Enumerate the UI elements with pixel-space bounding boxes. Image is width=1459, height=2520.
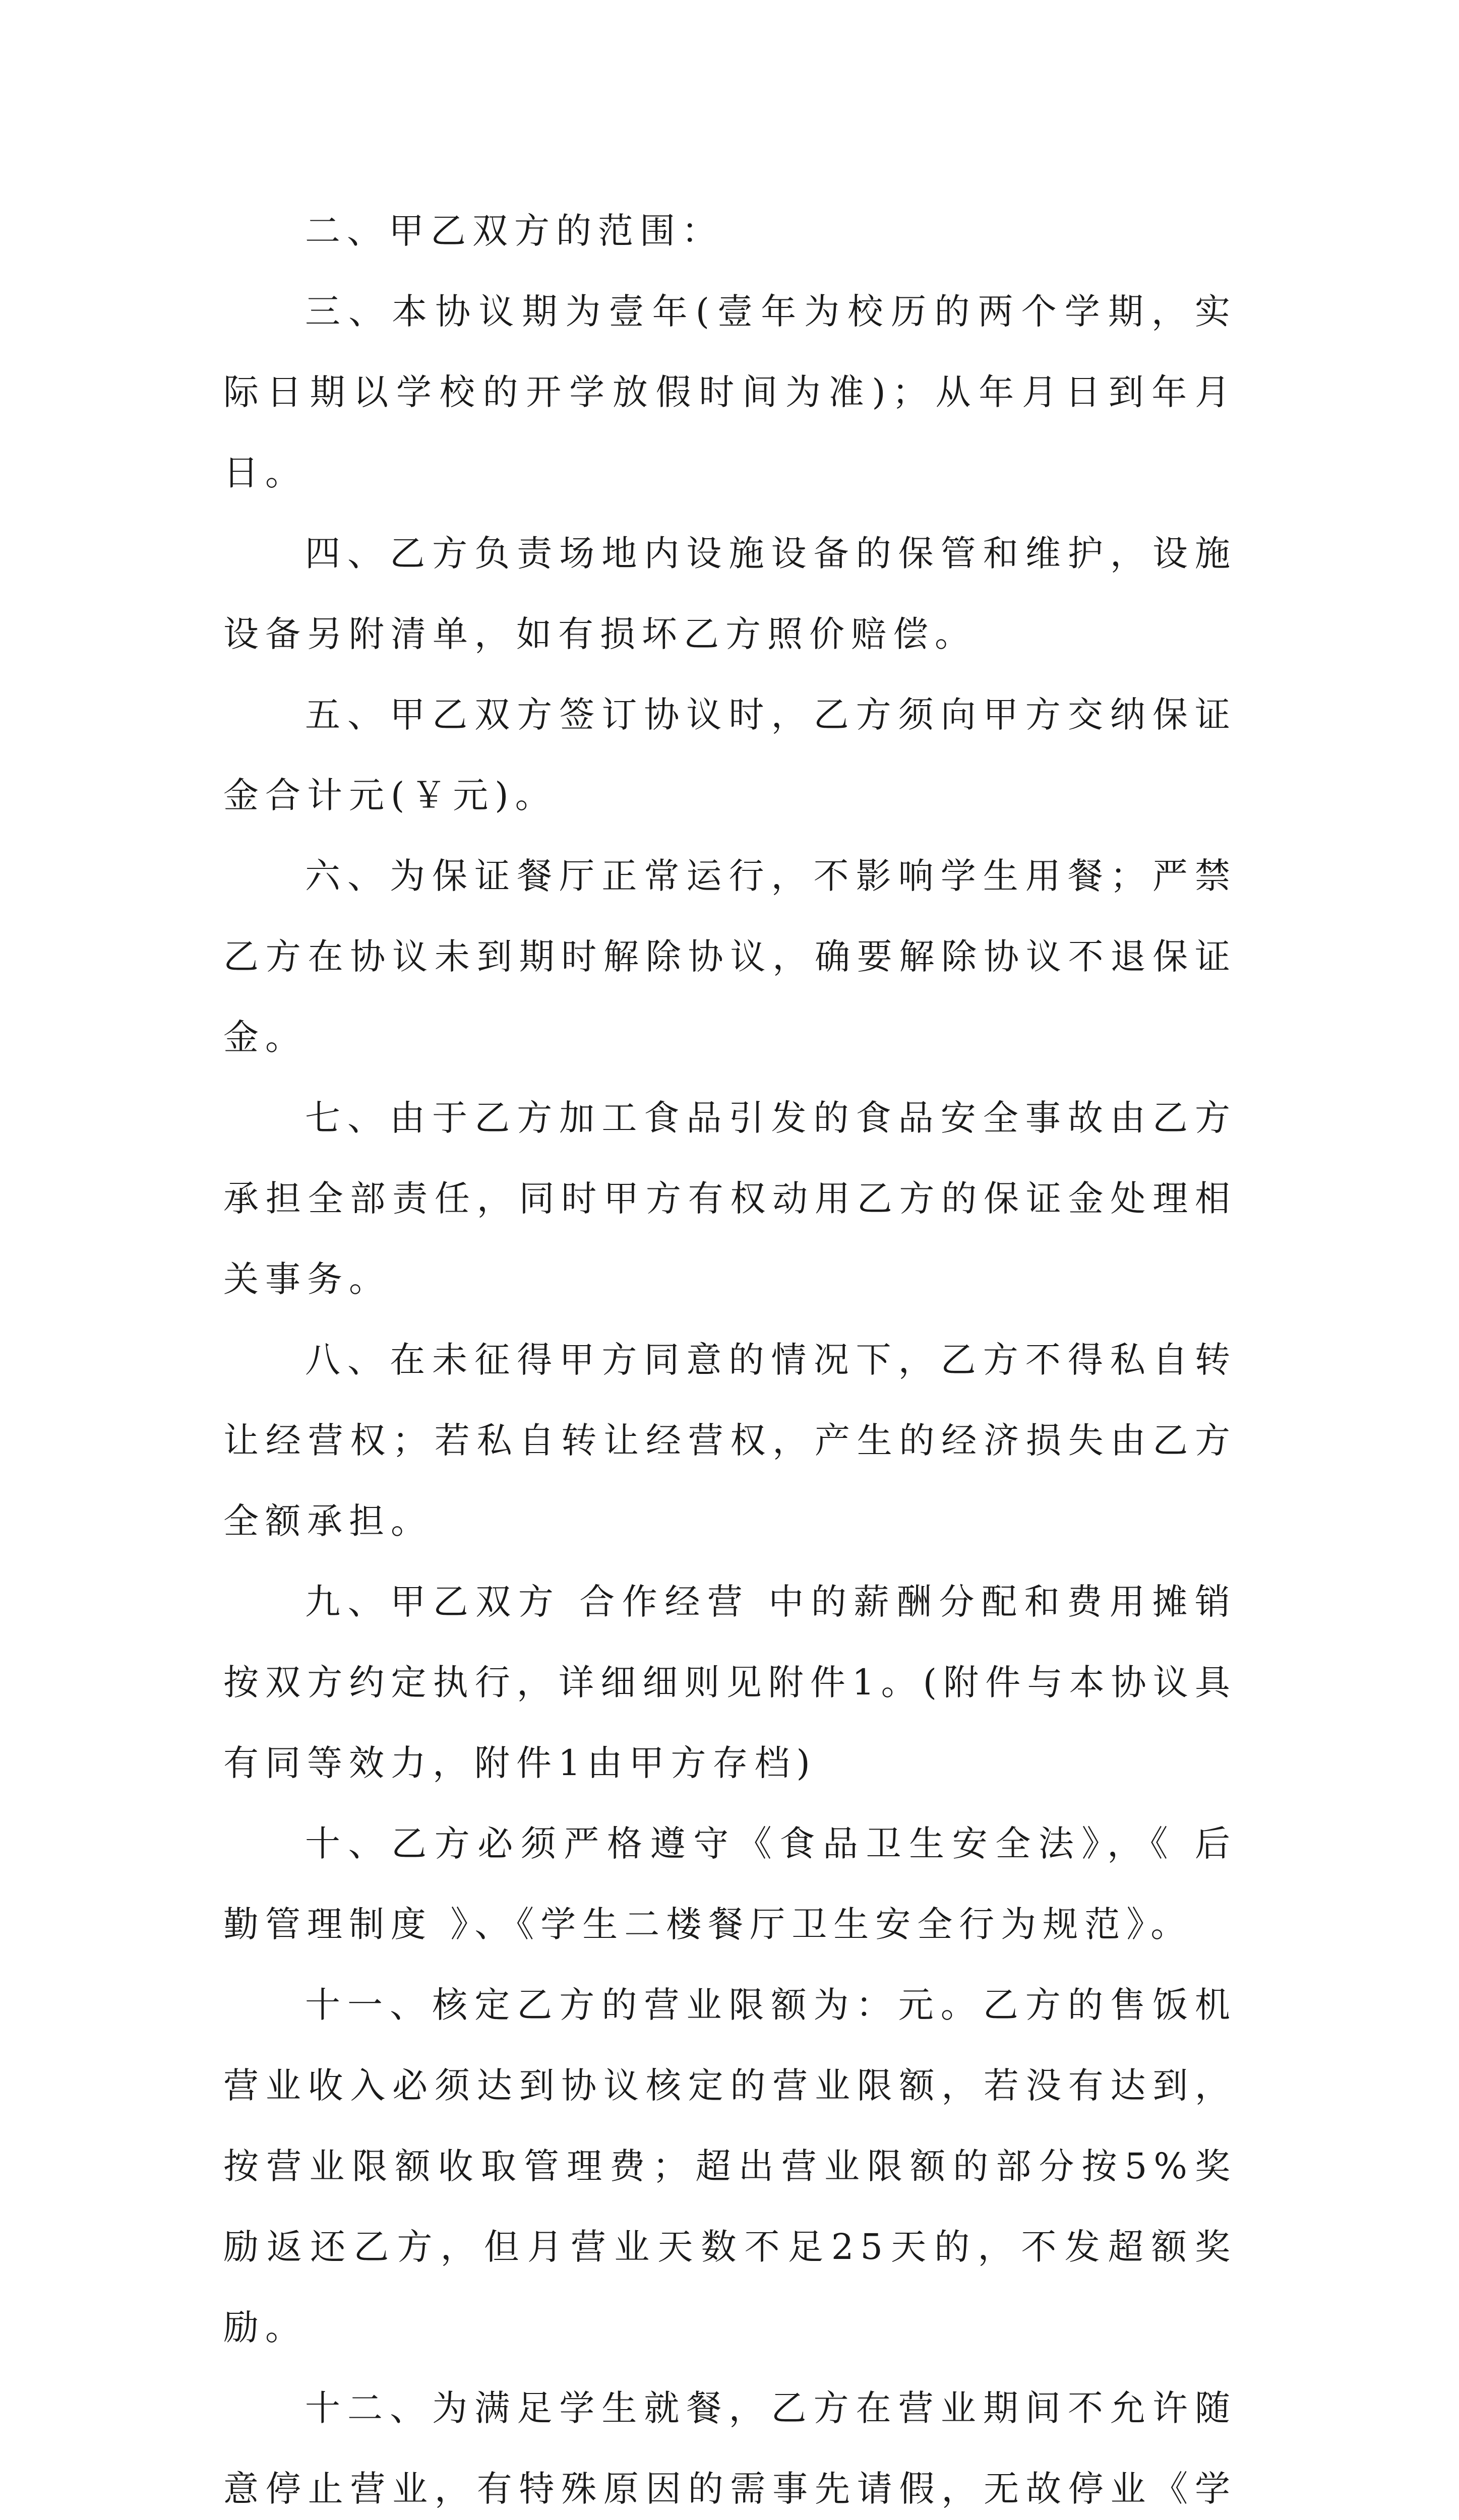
clause-2: 二、甲乙双方的范围： [305,210,723,251]
clause-8: 八、在未征得甲方同意的情况下，乙方不得私自转让经营权；若私自转让经营权，产生的经济损失由乙方全额承担。 [223,1339,1237,1542]
clause-3: 三、本协议期为壹年(壹年为校历的两个学期，实际日期以学校的开学放假时间为准)；从年月日到年月日。 [223,291,1237,493]
clause-4: 四、乙方负责场地内设施设备的保管和维护，设施设备另附清单，如有损坏乙方照价赔偿。 [223,533,1237,655]
clause-11: 十一、核定乙方的营业限额为：元。乙方的售饭机营业收入必须达到协议核定的营业限额，若没有达到，按营业限额收取管理费；超出营业限额的部分按5%奖励返还乙方，但月营业天数不足25天的，不发超额奖励。 [223,1984,1237,2348]
clause-6: 六、为保证餐厅正常运行，不影响学生用餐；严禁乙方在协议未到期时解除协议，确要解除协议不退保证金。 [223,855,1237,1058]
document-body [223,191,1237,2520]
clause-9: 九、甲乙双方 合作经营 中的薪酬分配和费用摊销按双方约定执行，详细细则见附件1。(附件与本协议具有同等效力，附件1由甲方存档) [223,1581,1237,1784]
clause-5: 五、甲乙双方签订协议时，乙方须向甲方交纳保证金合计元(￥元)。 [223,694,1237,816]
clause-10: 十、乙方必须严格遵守《食品卫生安全法》，《 后勤管理制度 》、《学生二楼餐厅卫生安全行为规范》。 [223,1823,1237,1945]
clause-12: 十二、为满足学生就餐，乙方在营业期间不允许随意停止营业，有特殊原因的需事先请假，无故停业《学 [223,2387,1237,2509]
clause-7: 七、由于乙方加工食品引发的食品安全事故由乙方承担全部责任，同时甲方有权动用乙方的保证金处理相关事务。 [223,1097,1237,1300]
